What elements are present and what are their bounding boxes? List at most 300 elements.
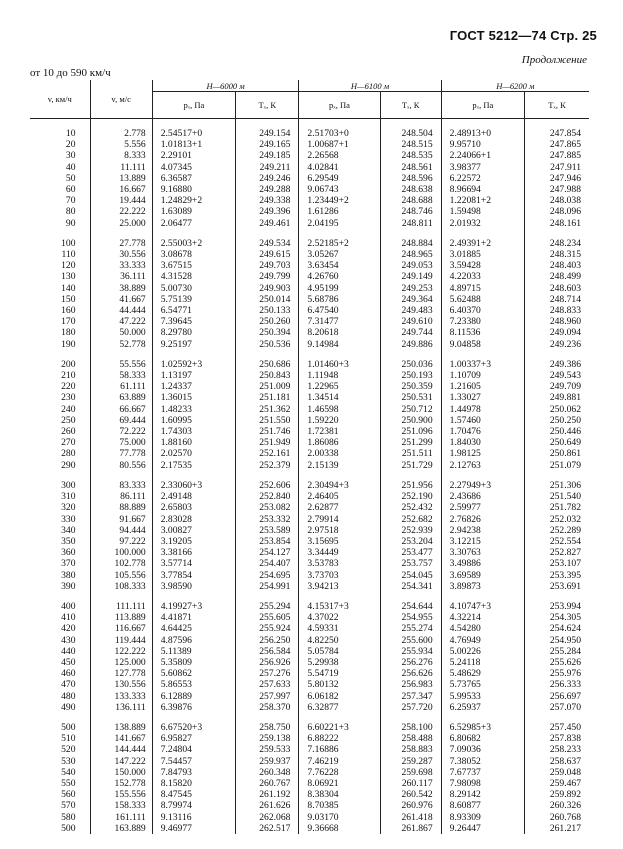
cell-speed-ms: 138.889 bbox=[90, 722, 152, 733]
spacer-cell bbox=[380, 119, 441, 129]
altitude-header-1: H—6000 м bbox=[152, 80, 299, 92]
col-header-temperature: Tₓ, К bbox=[525, 92, 590, 119]
cell-pressure: 8.79974 bbox=[152, 800, 235, 811]
cell-pressure: 2.15139 bbox=[299, 460, 380, 471]
cell-pressure: 7.46219 bbox=[299, 756, 380, 767]
cell-speed-ms: 111.111 bbox=[90, 601, 152, 612]
cell-temperature: 248.811 bbox=[380, 218, 441, 229]
cell-speed-kmh: 40 bbox=[65, 161, 76, 173]
table-row bbox=[30, 426, 589, 437]
cell-temperature: 252.840 bbox=[236, 491, 299, 502]
cell-speed-ms: 125.000 bbox=[90, 657, 152, 668]
cell-pressure: 9.14984 bbox=[299, 339, 380, 350]
cell-pressure: 2.29101 bbox=[152, 150, 235, 161]
cell-speed-ms: 97.222 bbox=[90, 536, 152, 547]
cell-pressure: 1.24337 bbox=[152, 381, 235, 392]
cell-temperature: 249.483 bbox=[380, 305, 441, 316]
cell-pressure: 1.57460 bbox=[441, 415, 524, 426]
cell-temperature: 249.246 bbox=[236, 173, 299, 184]
cell-temperature: 248.714 bbox=[525, 294, 590, 305]
cell-pressure: 3.05267 bbox=[299, 249, 380, 260]
table-row bbox=[30, 195, 589, 206]
cell-pressure: 6.67520+3 bbox=[152, 722, 235, 733]
spacer-cell bbox=[30, 119, 90, 129]
cell-pressure: 5.35809 bbox=[152, 657, 235, 668]
table-row bbox=[30, 271, 589, 282]
cell-pressure: 8.29780 bbox=[152, 327, 235, 338]
cell-speed-ms: 36.111 bbox=[90, 271, 152, 282]
cell-pressure: 6.39876 bbox=[152, 702, 235, 713]
cell-speed-kmh: 230 bbox=[61, 392, 76, 404]
table-row bbox=[30, 744, 589, 755]
cell-speed-kmh: 370 bbox=[61, 558, 76, 570]
cell-speed-kmh: 450 bbox=[61, 656, 76, 668]
cell-pressure: 1.00337+3 bbox=[441, 359, 524, 370]
cell-temperature: 248.638 bbox=[380, 184, 441, 195]
cell-temperature: 250.133 bbox=[236, 305, 299, 316]
cell-pressure: 4.32214 bbox=[441, 612, 524, 623]
table-row bbox=[30, 722, 589, 733]
cell-temperature: 253.994 bbox=[525, 601, 590, 612]
cell-speed-ms: 141.667 bbox=[90, 733, 152, 744]
cell-temperature: 257.347 bbox=[380, 691, 441, 702]
cell-pressure: 1.21605 bbox=[441, 381, 524, 392]
cell-temperature: 249.154 bbox=[236, 128, 299, 139]
cell-temperature: 253.082 bbox=[236, 502, 299, 513]
cell-pressure: 3.69589 bbox=[441, 570, 524, 581]
cell-pressure: 5.73765 bbox=[441, 679, 524, 690]
cell-pressure: 7.23380 bbox=[441, 316, 524, 327]
cell-temperature: 258.637 bbox=[525, 756, 590, 767]
spacer-cell bbox=[90, 229, 152, 238]
cell-pressure: 1.10709 bbox=[441, 370, 524, 381]
cell-speed-ms: 119.444 bbox=[90, 635, 152, 646]
cell-pressure: 1.72381 bbox=[299, 426, 380, 437]
cell-temperature: 252.432 bbox=[380, 502, 441, 513]
cell-temperature: 254.644 bbox=[380, 601, 441, 612]
cell-temperature: 250.446 bbox=[525, 426, 590, 437]
table-row bbox=[30, 480, 589, 491]
cell-speed-kmh: 70 bbox=[65, 195, 76, 207]
cell-temperature: 248.596 bbox=[380, 173, 441, 184]
cell-temperature: 249.903 bbox=[236, 283, 299, 294]
spacer-cell bbox=[525, 350, 590, 359]
cell-temperature: 252.161 bbox=[236, 448, 299, 459]
cell-pressure: 4.07345 bbox=[152, 162, 235, 173]
cell-speed-kmh: 330 bbox=[61, 513, 76, 525]
cell-pressure: 3.19205 bbox=[152, 536, 235, 547]
cell-pressure: 6.36587 bbox=[152, 173, 235, 184]
spacer-cell bbox=[90, 471, 152, 480]
cell-pressure: 4.87596 bbox=[152, 635, 235, 646]
cell-speed-kmh: 260 bbox=[61, 426, 76, 438]
cell-temperature: 249.094 bbox=[525, 327, 590, 338]
cell-temperature: 254.950 bbox=[525, 635, 590, 646]
cell-pressure: 6.32877 bbox=[299, 702, 380, 713]
cell-temperature: 250.843 bbox=[236, 370, 299, 381]
table-row bbox=[30, 448, 589, 459]
cell-temperature: 251.079 bbox=[525, 460, 590, 471]
page-header: ГОСТ 5212—74 Стр. 25 bbox=[449, 28, 597, 43]
table-row bbox=[30, 756, 589, 767]
cell-temperature: 250.394 bbox=[236, 327, 299, 338]
cell-pressure: 4.95199 bbox=[299, 283, 380, 294]
cell-temperature: 249.288 bbox=[236, 184, 299, 195]
cell-temperature: 249.364 bbox=[380, 294, 441, 305]
spacer-cell bbox=[380, 713, 441, 722]
cell-temperature: 256.983 bbox=[380, 679, 441, 690]
cell-temperature: 252.939 bbox=[380, 525, 441, 536]
table-row bbox=[30, 800, 589, 811]
cell-pressure: 3.57714 bbox=[152, 558, 235, 569]
cell-temperature: 249.534 bbox=[236, 238, 299, 249]
cell-speed-ms: 94.444 bbox=[90, 525, 152, 536]
cell-pressure: 8.93309 bbox=[441, 812, 524, 823]
cell-temperature: 254.341 bbox=[380, 581, 441, 592]
cell-speed-ms: 102.778 bbox=[90, 558, 152, 569]
cell-speed-ms: 55.556 bbox=[90, 359, 152, 370]
cell-temperature: 261.217 bbox=[525, 823, 590, 834]
cell-temperature: 256.626 bbox=[380, 668, 441, 679]
spacer-cell bbox=[441, 713, 524, 722]
cell-speed-ms: 155.556 bbox=[90, 789, 152, 800]
cell-speed-ms: 72.222 bbox=[90, 426, 152, 437]
cell-temperature: 255.976 bbox=[525, 668, 590, 679]
cell-speed-kmh: 360 bbox=[61, 547, 76, 559]
cell-temperature: 260.767 bbox=[236, 778, 299, 789]
cell-temperature: 261.192 bbox=[236, 789, 299, 800]
cell-temperature: 253.477 bbox=[380, 547, 441, 558]
cell-pressure: 1.22965 bbox=[299, 381, 380, 392]
spacer-cell bbox=[152, 713, 235, 722]
cell-speed-kmh: 180 bbox=[61, 327, 76, 339]
cell-pressure: 1.33027 bbox=[441, 392, 524, 403]
cell-pressure: 7.16886 bbox=[299, 744, 380, 755]
cell-speed-ms: 19.444 bbox=[90, 195, 152, 206]
cell-pressure: 5.80132 bbox=[299, 679, 380, 690]
cell-temperature: 257.450 bbox=[525, 722, 590, 733]
cell-speed-kmh: 250 bbox=[61, 414, 76, 426]
cell-temperature: 249.386 bbox=[525, 359, 590, 370]
speed-range-label: от 10 до 590 км/ч bbox=[30, 67, 111, 79]
cell-temperature: 253.589 bbox=[236, 525, 299, 536]
cell-temperature: 249.236 bbox=[525, 339, 590, 350]
table-row bbox=[30, 778, 589, 789]
cell-pressure: 7.31477 bbox=[299, 316, 380, 327]
cell-speed-ms: 100.000 bbox=[90, 547, 152, 558]
table-row bbox=[30, 657, 589, 668]
spacer-cell bbox=[236, 592, 299, 601]
cell-pressure: 4.59331 bbox=[299, 623, 380, 634]
cell-speed-ms: 33.333 bbox=[90, 260, 152, 271]
spacer-cell bbox=[152, 592, 235, 601]
spacer-cell bbox=[236, 471, 299, 480]
cell-pressure: 1.48233 bbox=[152, 404, 235, 415]
cell-temperature: 258.883 bbox=[380, 744, 441, 755]
cell-pressure: 4.89715 bbox=[441, 283, 524, 294]
cell-pressure: 2.52185+2 bbox=[299, 238, 380, 249]
cell-speed-kmh: 460 bbox=[61, 668, 76, 680]
table-row bbox=[30, 570, 589, 581]
cell-temperature: 249.881 bbox=[525, 392, 590, 403]
spacer-cell bbox=[299, 350, 380, 359]
cell-temperature: 253.691 bbox=[525, 581, 590, 592]
cell-speed-kmh: 310 bbox=[61, 491, 76, 503]
cell-pressure: 5.62488 bbox=[441, 294, 524, 305]
cell-pressure: 2.12763 bbox=[441, 460, 524, 471]
spacer-cell bbox=[236, 229, 299, 238]
cell-temperature: 255.626 bbox=[525, 657, 590, 668]
cell-pressure: 4.82250 bbox=[299, 635, 380, 646]
cell-pressure: 6.52985+3 bbox=[441, 722, 524, 733]
cell-temperature: 252.032 bbox=[525, 514, 590, 525]
cell-pressure: 4.19927+3 bbox=[152, 601, 235, 612]
table-row bbox=[30, 491, 589, 502]
table-row bbox=[30, 437, 589, 448]
cell-temperature: 250.649 bbox=[525, 437, 590, 448]
cell-pressure: 5.60862 bbox=[152, 668, 235, 679]
cell-pressure: 8.47545 bbox=[152, 789, 235, 800]
cell-temperature: 259.698 bbox=[380, 767, 441, 778]
cell-speed-kmh: 320 bbox=[61, 502, 76, 514]
cell-speed-kmh: 580 bbox=[61, 811, 76, 823]
cell-temperature: 247.865 bbox=[525, 139, 590, 150]
cell-temperature: 260.542 bbox=[380, 789, 441, 800]
spacer-cell bbox=[152, 471, 235, 480]
cell-speed-kmh: 200 bbox=[61, 358, 76, 370]
spacer-cell bbox=[441, 350, 524, 359]
group-spacer bbox=[30, 471, 589, 480]
cell-pressure: 3.67515 bbox=[152, 260, 235, 271]
cell-speed-kmh: 350 bbox=[61, 535, 76, 547]
cell-temperature: 250.062 bbox=[525, 404, 590, 415]
cell-temperature: 253.332 bbox=[236, 514, 299, 525]
cell-speed-ms: 63.889 bbox=[90, 392, 152, 403]
cell-pressure: 1.23449+2 bbox=[299, 195, 380, 206]
cell-temperature: 255.274 bbox=[380, 623, 441, 634]
cell-pressure: 8.96694 bbox=[441, 184, 524, 195]
cell-temperature: 258.100 bbox=[380, 722, 441, 733]
cell-speed-ms: 122.222 bbox=[90, 646, 152, 657]
cell-pressure: 9.04858 bbox=[441, 339, 524, 350]
cell-speed-ms: 83.333 bbox=[90, 480, 152, 491]
cell-pressure: 4.22033 bbox=[441, 271, 524, 282]
cell-temperature: 248.234 bbox=[525, 238, 590, 249]
cell-temperature: 255.294 bbox=[236, 601, 299, 612]
cell-temperature: 249.185 bbox=[236, 150, 299, 161]
cell-temperature: 257.070 bbox=[525, 702, 590, 713]
spacer-cell bbox=[236, 119, 299, 129]
cell-temperature: 252.379 bbox=[236, 460, 299, 471]
cell-temperature: 248.884 bbox=[380, 238, 441, 249]
col-header-temperature: Tₓ, К bbox=[236, 92, 299, 119]
cell-pressure: 2.17535 bbox=[152, 460, 235, 471]
cell-pressure: 1.44978 bbox=[441, 404, 524, 415]
cell-speed-kmh: 490 bbox=[61, 701, 76, 713]
cell-temperature: 256.584 bbox=[236, 646, 299, 657]
cell-pressure: 1.13197 bbox=[152, 370, 235, 381]
cell-temperature: 249.610 bbox=[380, 316, 441, 327]
spacer-cell bbox=[152, 350, 235, 359]
cell-speed-ms: 163.889 bbox=[90, 823, 152, 834]
cell-temperature: 250.359 bbox=[380, 381, 441, 392]
cell-pressure: 3.08678 bbox=[152, 249, 235, 260]
atmosphere-table bbox=[30, 80, 589, 834]
cell-temperature: 250.536 bbox=[236, 339, 299, 350]
cell-speed-ms: 130.556 bbox=[90, 679, 152, 690]
table-row bbox=[30, 283, 589, 294]
cell-pressure: 3.00827 bbox=[152, 525, 235, 536]
table-row bbox=[30, 128, 589, 139]
cell-pressure: 2.01932 bbox=[441, 218, 524, 229]
cell-temperature: 248.561 bbox=[380, 162, 441, 173]
cell-pressure: 9.16880 bbox=[152, 184, 235, 195]
cell-pressure: 9.26447 bbox=[441, 823, 524, 834]
cell-temperature: 249.253 bbox=[380, 283, 441, 294]
cell-pressure: 7.84793 bbox=[152, 767, 235, 778]
cell-speed-ms: 22.222 bbox=[90, 206, 152, 217]
table-row bbox=[30, 260, 589, 271]
cell-pressure: 7.76228 bbox=[299, 767, 380, 778]
cell-pressure: 2.04195 bbox=[299, 218, 380, 229]
spacer-cell bbox=[30, 350, 90, 359]
cell-pressure: 2.46405 bbox=[299, 491, 380, 502]
cell-temperature: 247.854 bbox=[525, 128, 590, 139]
cell-temperature: 256.333 bbox=[525, 679, 590, 690]
spacer-cell bbox=[236, 713, 299, 722]
altitude-header-2: H—6100 м bbox=[299, 80, 441, 92]
spacer-cell bbox=[90, 119, 152, 129]
cell-temperature: 247.946 bbox=[525, 173, 590, 184]
cell-temperature: 259.892 bbox=[525, 789, 590, 800]
cell-temperature: 248.161 bbox=[525, 218, 590, 229]
cell-speed-ms: 41.667 bbox=[90, 294, 152, 305]
cell-pressure: 2.00338 bbox=[299, 448, 380, 459]
cell-pressure: 3.53783 bbox=[299, 558, 380, 569]
cell-temperature: 251.540 bbox=[525, 491, 590, 502]
cell-pressure: 3.59428 bbox=[441, 260, 524, 271]
table-row bbox=[30, 767, 589, 778]
cell-pressure: 1.59220 bbox=[299, 415, 380, 426]
cell-pressure: 3.01885 bbox=[441, 249, 524, 260]
cell-speed-kmh: 120 bbox=[61, 260, 76, 272]
cell-pressure: 1.86086 bbox=[299, 437, 380, 448]
cell-temperature: 254.991 bbox=[236, 581, 299, 592]
table-row bbox=[30, 691, 589, 702]
table-row bbox=[30, 581, 589, 592]
cell-temperature: 248.535 bbox=[380, 150, 441, 161]
cell-speed-kmh: 520 bbox=[61, 744, 76, 756]
table-row bbox=[30, 249, 589, 260]
table-row bbox=[30, 370, 589, 381]
cell-pressure: 4.54280 bbox=[441, 623, 524, 634]
cell-temperature: 260.348 bbox=[236, 767, 299, 778]
cell-temperature: 255.934 bbox=[380, 646, 441, 657]
cell-temperature: 251.299 bbox=[380, 437, 441, 448]
cell-temperature: 254.955 bbox=[380, 612, 441, 623]
cell-temperature: 249.799 bbox=[236, 271, 299, 282]
cell-temperature: 248.038 bbox=[525, 195, 590, 206]
cell-temperature: 251.306 bbox=[525, 480, 590, 491]
spacer-cell bbox=[441, 229, 524, 238]
cell-temperature: 249.886 bbox=[380, 339, 441, 350]
table-row bbox=[30, 679, 589, 690]
cell-speed-kmh: 300 bbox=[61, 479, 76, 491]
cell-speed-ms: 161.111 bbox=[90, 812, 152, 823]
cell-temperature: 254.407 bbox=[236, 558, 299, 569]
cell-temperature: 249.396 bbox=[236, 206, 299, 217]
spacer-cell bbox=[152, 229, 235, 238]
cell-pressure: 1.63089 bbox=[152, 206, 235, 217]
cell-temperature: 259.533 bbox=[236, 744, 299, 755]
cell-speed-ms: 58.333 bbox=[90, 370, 152, 381]
cell-pressure: 9.46977 bbox=[152, 823, 235, 834]
cell-speed-ms: 86.111 bbox=[90, 491, 152, 502]
cell-speed-ms: 27.778 bbox=[90, 238, 152, 249]
cell-speed-kmh: 80 bbox=[65, 206, 76, 218]
spacer-cell bbox=[380, 350, 441, 359]
cell-temperature: 253.204 bbox=[380, 536, 441, 547]
cell-speed-kmh: 530 bbox=[61, 755, 76, 767]
cell-pressure: 2.49391+2 bbox=[441, 238, 524, 249]
col-header-pressure: pₓ, Па bbox=[441, 92, 524, 119]
cell-speed-kmh: 210 bbox=[61, 370, 76, 382]
table-row bbox=[30, 612, 589, 623]
cell-pressure: 3.15695 bbox=[299, 536, 380, 547]
spacer-cell bbox=[441, 119, 524, 129]
table-row bbox=[30, 558, 589, 569]
cell-speed-kmh: 380 bbox=[61, 569, 76, 581]
table-row bbox=[30, 635, 589, 646]
cell-temperature: 248.515 bbox=[380, 139, 441, 150]
cell-pressure: 9.03170 bbox=[299, 812, 380, 823]
spacer-cell bbox=[299, 229, 380, 238]
cell-temperature: 249.709 bbox=[525, 381, 590, 392]
table-row bbox=[30, 514, 589, 525]
cell-temperature: 248.403 bbox=[525, 260, 590, 271]
cell-pressure: 3.73703 bbox=[299, 570, 380, 581]
spacer-cell bbox=[236, 350, 299, 359]
cell-temperature: 247.988 bbox=[525, 184, 590, 195]
cell-pressure: 7.38052 bbox=[441, 756, 524, 767]
group-spacer bbox=[30, 592, 589, 601]
cell-temperature: 250.036 bbox=[380, 359, 441, 370]
cell-temperature: 252.827 bbox=[525, 547, 590, 558]
cell-speed-ms: 11.111 bbox=[90, 162, 152, 173]
table-row bbox=[30, 184, 589, 195]
cell-pressure: 2.49148 bbox=[152, 491, 235, 502]
cell-pressure: 2.55003+2 bbox=[152, 238, 235, 249]
cell-pressure: 4.10747+3 bbox=[441, 601, 524, 612]
cell-speed-kmh: 170 bbox=[61, 316, 76, 328]
cell-speed-ms: 88.889 bbox=[90, 502, 152, 513]
cell-pressure: 3.34449 bbox=[299, 547, 380, 558]
cell-temperature: 248.746 bbox=[380, 206, 441, 217]
cell-temperature: 257.720 bbox=[380, 702, 441, 713]
cell-pressure: 4.15317+3 bbox=[299, 601, 380, 612]
cell-pressure: 6.88222 bbox=[299, 733, 380, 744]
cell-speed-ms: 25.000 bbox=[90, 218, 152, 229]
cell-temperature: 247.911 bbox=[525, 162, 590, 173]
cell-pressure: 2.94238 bbox=[441, 525, 524, 536]
cell-temperature: 254.127 bbox=[236, 547, 299, 558]
cell-pressure: 1.01813+1 bbox=[152, 139, 235, 150]
table-row bbox=[30, 294, 589, 305]
cell-pressure: 2.06477 bbox=[152, 218, 235, 229]
cell-speed-kmh: 510 bbox=[61, 733, 76, 745]
cell-pressure: 4.26760 bbox=[299, 271, 380, 282]
cell-speed-ms: 152.778 bbox=[90, 778, 152, 789]
